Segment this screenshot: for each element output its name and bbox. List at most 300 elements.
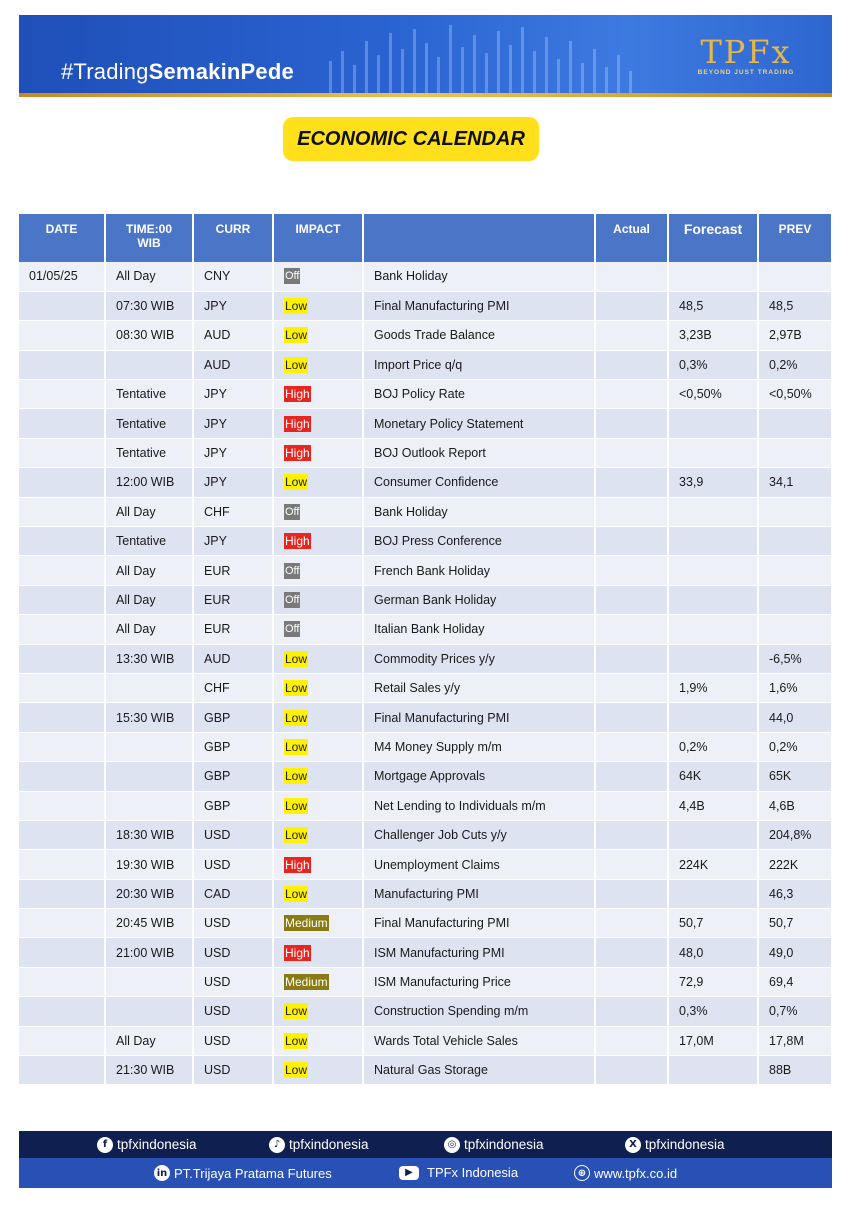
cell-actual <box>595 967 668 996</box>
table-row <box>19 438 832 467</box>
hashtag-bold: SemakinPede <box>148 59 294 84</box>
youtube-icon: ▶ <box>399 1166 419 1180</box>
cell-forecast: 4,4B <box>668 791 758 820</box>
cell-forecast <box>668 879 758 908</box>
cell-forecast: 0,3% <box>668 997 758 1026</box>
cell-event: ISM Manufacturing Price <box>363 967 595 996</box>
cell-impact <box>273 497 363 526</box>
cell-impact <box>273 262 363 291</box>
cell-forecast: 64K <box>668 762 758 791</box>
cell-impact <box>273 438 363 467</box>
cell-actual <box>595 850 668 879</box>
cell-actual <box>595 997 668 1026</box>
cell-impact <box>273 938 363 967</box>
cell-time: Tentative <box>105 409 193 438</box>
cell-forecast: 0,2% <box>668 732 758 761</box>
cell-forecast <box>668 644 758 673</box>
facebook-link[interactable] <box>97 1137 197 1153</box>
table-row <box>19 644 832 673</box>
table-row <box>19 615 832 644</box>
table-row <box>19 497 832 526</box>
cell-previous: -6,5% <box>758 644 832 673</box>
cell-forecast <box>668 703 758 732</box>
table-row <box>19 350 832 379</box>
header-date: DATE <box>19 214 105 262</box>
cell-time: All Day <box>105 556 193 585</box>
cell-actual <box>595 615 668 644</box>
cell-time: All Day <box>105 1026 193 1055</box>
cell-time: 13:30 WIB <box>105 644 193 673</box>
cell-impact <box>273 585 363 614</box>
impact-badge: Low <box>285 475 308 490</box>
cell-actual <box>595 762 668 791</box>
cell-actual <box>595 644 668 673</box>
cell-forecast: 72,9 <box>668 967 758 996</box>
cell-date <box>19 556 105 585</box>
cell-event: Final Manufacturing PMI <box>363 909 595 938</box>
cell-impact <box>273 644 363 673</box>
cell-actual <box>595 527 668 556</box>
table-row <box>19 673 832 702</box>
tiktok-handle: tpfxindonesia <box>289 1137 369 1152</box>
cell-date <box>19 291 105 320</box>
table-row <box>19 291 832 320</box>
impact-badge: High <box>285 416 310 431</box>
cell-previous: 44,0 <box>758 703 832 732</box>
cell-date <box>19 909 105 938</box>
cell-previous: 0,2% <box>758 350 832 379</box>
cell-currency: USD <box>193 997 273 1026</box>
cell-date <box>19 997 105 1026</box>
cell-event: Bank Holiday <box>363 497 595 526</box>
cell-actual <box>595 879 668 908</box>
logo-tagline: BEYOND JUST TRADING <box>697 69 795 76</box>
cell-date <box>19 497 105 526</box>
table-row <box>19 380 832 409</box>
cell-event: Retail Sales y/y <box>363 673 595 702</box>
cell-time: All Day <box>105 497 193 526</box>
impact-badge: Off <box>285 564 300 577</box>
impact-badge: Low <box>285 1033 308 1048</box>
cell-currency: USD <box>193 820 273 849</box>
cell-impact <box>273 556 363 585</box>
cell-impact <box>273 615 363 644</box>
cell-currency: EUR <box>193 585 273 614</box>
cell-forecast: <0,50% <box>668 380 758 409</box>
chart-bars-decoration <box>319 21 649 93</box>
cell-currency: EUR <box>193 556 273 585</box>
cell-previous: 88B <box>758 1056 832 1085</box>
cell-time: 21:00 WIB <box>105 938 193 967</box>
cell-impact <box>273 762 363 791</box>
cell-event: Natural Gas Storage <box>363 1056 595 1085</box>
cell-event: ISM Manufacturing PMI <box>363 938 595 967</box>
cell-previous <box>758 527 832 556</box>
cell-impact <box>273 967 363 996</box>
cell-impact <box>273 380 363 409</box>
cell-actual <box>595 262 668 291</box>
cell-event: M4 Money Supply m/m <box>363 732 595 761</box>
table-row <box>19 1056 832 1085</box>
cell-time: 19:30 WIB <box>105 850 193 879</box>
cell-time: All Day <box>105 262 193 291</box>
impact-badge: Low <box>285 739 308 754</box>
table-row <box>19 820 832 849</box>
header-previous: PREV <box>758 214 832 262</box>
cell-forecast: 3,23B <box>668 321 758 350</box>
impact-badge: Medium <box>285 916 328 931</box>
impact-badge: Low <box>285 1063 308 1078</box>
cell-time <box>105 673 193 702</box>
cell-currency: EUR <box>193 615 273 644</box>
table-row <box>19 1026 832 1055</box>
cell-impact <box>273 1026 363 1055</box>
cell-event: Challenger Job Cuts y/y <box>363 820 595 849</box>
instagram-link[interactable] <box>444 1137 544 1153</box>
logo-wordmark: TPFx <box>700 33 792 71</box>
table-row <box>19 409 832 438</box>
table-row <box>19 703 832 732</box>
cell-impact <box>273 879 363 908</box>
cell-event: German Bank Holiday <box>363 585 595 614</box>
cell-event: BOJ Press Conference <box>363 527 595 556</box>
impact-badge: Medium <box>285 975 328 990</box>
x-handle: tpfxindonesia <box>645 1137 725 1152</box>
cell-time: 08:30 WIB <box>105 321 193 350</box>
cell-currency: JPY <box>193 380 273 409</box>
impact-badge: High <box>285 945 310 960</box>
cell-impact <box>273 527 363 556</box>
economic-calendar-table <box>19 214 833 1085</box>
cell-currency: GBP <box>193 791 273 820</box>
cell-currency: USD <box>193 967 273 996</box>
cell-time <box>105 350 193 379</box>
cell-currency: GBP <box>193 762 273 791</box>
impact-badge: Low <box>285 710 308 725</box>
cell-previous: <0,50% <box>758 380 832 409</box>
impact-badge: Off <box>285 505 300 518</box>
table-row <box>19 938 832 967</box>
table-row <box>19 791 832 820</box>
cell-date <box>19 468 105 497</box>
cell-currency: CHF <box>193 673 273 702</box>
cell-previous: 49,0 <box>758 938 832 967</box>
table-row <box>19 321 832 350</box>
cell-time <box>105 791 193 820</box>
globe-icon: ⊕ <box>574 1165 590 1181</box>
table-row <box>19 997 832 1026</box>
website-link[interactable] <box>574 1165 677 1181</box>
cell-currency: AUD <box>193 321 273 350</box>
cell-date <box>19 762 105 791</box>
cell-currency: USD <box>193 938 273 967</box>
cell-forecast: 48,5 <box>668 291 758 320</box>
cell-currency: USD <box>193 909 273 938</box>
cell-event: Italian Bank Holiday <box>363 615 595 644</box>
hashtag-plain: #Trading <box>61 59 149 84</box>
cell-event: Commodity Prices y/y <box>363 644 595 673</box>
cell-actual <box>595 732 668 761</box>
impact-badge: Low <box>285 681 308 696</box>
youtube-link[interactable] <box>399 1165 518 1180</box>
cell-forecast <box>668 820 758 849</box>
cell-currency: USD <box>193 1026 273 1055</box>
cell-date <box>19 438 105 467</box>
cell-date <box>19 644 105 673</box>
cell-currency: JPY <box>193 468 273 497</box>
cell-previous: 69,4 <box>758 967 832 996</box>
cell-time: 12:00 WIB <box>105 468 193 497</box>
cell-event: Bank Holiday <box>363 262 595 291</box>
cell-forecast <box>668 409 758 438</box>
linkedin-link[interactable] <box>154 1165 332 1181</box>
tiktok-icon: ♪ <box>269 1137 285 1153</box>
cell-time: All Day <box>105 615 193 644</box>
cell-impact <box>273 850 363 879</box>
cell-impact <box>273 791 363 820</box>
cell-time: Tentative <box>105 380 193 409</box>
cell-previous: 50,7 <box>758 909 832 938</box>
cell-impact <box>273 468 363 497</box>
cell-forecast: 224K <box>668 850 758 879</box>
cell-event: French Bank Holiday <box>363 556 595 585</box>
table-header-row <box>19 214 832 262</box>
cell-date <box>19 1056 105 1085</box>
cell-event: Goods Trade Balance <box>363 321 595 350</box>
cell-previous: 34,1 <box>758 468 832 497</box>
cell-actual <box>595 820 668 849</box>
cell-actual <box>595 938 668 967</box>
cell-previous <box>758 585 832 614</box>
cell-forecast <box>668 1056 758 1085</box>
cell-previous <box>758 615 832 644</box>
cell-forecast: 33,9 <box>668 468 758 497</box>
cell-currency: JPY <box>193 291 273 320</box>
cell-date <box>19 879 105 908</box>
cell-actual <box>595 556 668 585</box>
cell-date <box>19 1026 105 1055</box>
cell-forecast <box>668 262 758 291</box>
cell-date <box>19 938 105 967</box>
cell-event: Unemployment Claims <box>363 850 595 879</box>
cell-actual <box>595 438 668 467</box>
cell-date <box>19 585 105 614</box>
cell-actual <box>595 1056 668 1085</box>
page-title: ECONOMIC CALENDAR <box>283 117 539 161</box>
cell-currency: CAD <box>193 879 273 908</box>
cell-time <box>105 997 193 1026</box>
cell-date <box>19 350 105 379</box>
cell-time <box>105 762 193 791</box>
header-time-label: TIME:00 WIB <box>125 222 172 250</box>
impact-badge: Off <box>285 270 300 283</box>
cell-previous <box>758 409 832 438</box>
linkedin-icon: in <box>154 1165 170 1181</box>
cell-forecast <box>668 556 758 585</box>
impact-badge: Low <box>285 1004 308 1019</box>
cell-forecast <box>668 527 758 556</box>
tiktok-link[interactable] <box>269 1137 369 1153</box>
impact-badge: Low <box>285 328 308 343</box>
table-row <box>19 967 832 996</box>
cell-actual <box>595 468 668 497</box>
facebook-handle: tpfxindonesia <box>117 1137 197 1152</box>
instagram-icon: ◎ <box>444 1137 460 1153</box>
cell-impact <box>273 321 363 350</box>
cell-previous: 2,97B <box>758 321 832 350</box>
cell-event: Final Manufacturing PMI <box>363 703 595 732</box>
cell-actual <box>595 1026 668 1055</box>
cell-time: 07:30 WIB <box>105 291 193 320</box>
cell-actual <box>595 380 668 409</box>
cell-previous <box>758 262 832 291</box>
cell-previous <box>758 438 832 467</box>
cell-impact <box>273 997 363 1026</box>
cell-currency: AUD <box>193 644 273 673</box>
cell-date <box>19 673 105 702</box>
cell-event: Monetary Policy Statement <box>363 409 595 438</box>
cell-time: Tentative <box>105 438 193 467</box>
cell-time: 15:30 WIB <box>105 703 193 732</box>
cell-impact <box>273 820 363 849</box>
cell-time <box>105 732 193 761</box>
cell-currency: JPY <box>193 409 273 438</box>
cell-currency: GBP <box>193 703 273 732</box>
header-actual: Actual <box>595 214 668 262</box>
cell-currency: AUD <box>193 350 273 379</box>
cell-currency: USD <box>193 850 273 879</box>
impact-badge: Low <box>285 769 308 784</box>
cell-event: BOJ Outlook Report <box>363 438 595 467</box>
cell-date <box>19 967 105 996</box>
cell-previous <box>758 556 832 585</box>
cell-time: All Day <box>105 585 193 614</box>
instagram-handle: tpfxindonesia <box>464 1137 544 1152</box>
cell-date <box>19 791 105 820</box>
cell-forecast <box>668 585 758 614</box>
impact-badge: Low <box>285 299 308 314</box>
impact-badge: High <box>285 857 310 872</box>
cell-event: Import Price q/q <box>363 350 595 379</box>
impact-badge: High <box>285 534 310 549</box>
cell-impact <box>273 1056 363 1085</box>
cell-event: BOJ Policy Rate <box>363 380 595 409</box>
impact-badge: Off <box>285 623 300 636</box>
table-row <box>19 732 832 761</box>
cell-previous: 204,8% <box>758 820 832 849</box>
cell-time <box>105 967 193 996</box>
linkedin-name: PT.Trijaya Pratama Futures <box>174 1165 332 1181</box>
tpfx-logo <box>676 35 816 76</box>
cell-event: Final Manufacturing PMI <box>363 291 595 320</box>
cell-date <box>19 820 105 849</box>
x-link[interactable] <box>625 1137 725 1153</box>
footer <box>19 1131 832 1188</box>
cell-impact <box>273 350 363 379</box>
cell-time: 18:30 WIB <box>105 820 193 849</box>
cell-event: Mortgage Approvals <box>363 762 595 791</box>
cell-forecast <box>668 438 758 467</box>
cell-currency: USD <box>193 1056 273 1085</box>
cell-forecast: 50,7 <box>668 909 758 938</box>
facebook-icon: f <box>97 1137 113 1153</box>
cell-currency: CNY <box>193 262 273 291</box>
header-impact: IMPACT <box>273 214 363 262</box>
cell-event: Consumer Confidence <box>363 468 595 497</box>
cell-previous: 1,6% <box>758 673 832 702</box>
cell-impact <box>273 909 363 938</box>
hashtag-slogan <box>61 59 294 85</box>
cell-actual <box>595 791 668 820</box>
cell-actual <box>595 350 668 379</box>
cell-previous: 4,6B <box>758 791 832 820</box>
cell-impact <box>273 703 363 732</box>
table-row <box>19 850 832 879</box>
table-body <box>19 262 832 1085</box>
cell-actual <box>595 291 668 320</box>
table-row <box>19 585 832 614</box>
cell-event: Wards Total Vehicle Sales <box>363 1026 595 1055</box>
cell-actual <box>595 585 668 614</box>
impact-badge: High <box>285 446 310 461</box>
cell-actual <box>595 497 668 526</box>
cell-currency: GBP <box>193 732 273 761</box>
table-row <box>19 262 832 291</box>
cell-previous: 46,3 <box>758 879 832 908</box>
cell-event: Manufacturing PMI <box>363 879 595 908</box>
cell-impact <box>273 673 363 702</box>
table-row <box>19 909 832 938</box>
cell-date <box>19 321 105 350</box>
cell-time: 20:45 WIB <box>105 909 193 938</box>
cell-previous: 48,5 <box>758 291 832 320</box>
table-row <box>19 879 832 908</box>
cell-previous: 0,2% <box>758 732 832 761</box>
cell-actual <box>595 321 668 350</box>
website-url: www.tpfx.co.id <box>594 1165 678 1181</box>
cell-event: Net Lending to Individuals m/m <box>363 791 595 820</box>
impact-badge: Low <box>285 828 308 843</box>
cell-previous <box>758 497 832 526</box>
cell-previous: 17,8M <box>758 1026 832 1055</box>
header-event <box>363 214 595 262</box>
header-forecast: Forecast <box>668 214 758 262</box>
cell-date <box>19 527 105 556</box>
cell-forecast: 1,9% <box>668 673 758 702</box>
cell-date <box>19 703 105 732</box>
impact-badge: Low <box>285 651 308 666</box>
table-row <box>19 556 832 585</box>
header-banner <box>19 15 832 97</box>
cell-previous: 222K <box>758 850 832 879</box>
cell-forecast <box>668 497 758 526</box>
cell-actual <box>595 409 668 438</box>
cell-forecast: 48,0 <box>668 938 758 967</box>
table-row <box>19 468 832 497</box>
cell-actual <box>595 703 668 732</box>
cell-date <box>19 732 105 761</box>
cell-forecast <box>668 615 758 644</box>
cell-actual <box>595 909 668 938</box>
impact-badge: Low <box>285 798 308 813</box>
impact-badge: Low <box>285 886 308 901</box>
cell-date <box>19 615 105 644</box>
cell-date <box>19 380 105 409</box>
cell-impact <box>273 291 363 320</box>
cell-currency: CHF <box>193 497 273 526</box>
cell-forecast: 0,3% <box>668 350 758 379</box>
cell-date: 01/05/25 <box>19 262 105 291</box>
